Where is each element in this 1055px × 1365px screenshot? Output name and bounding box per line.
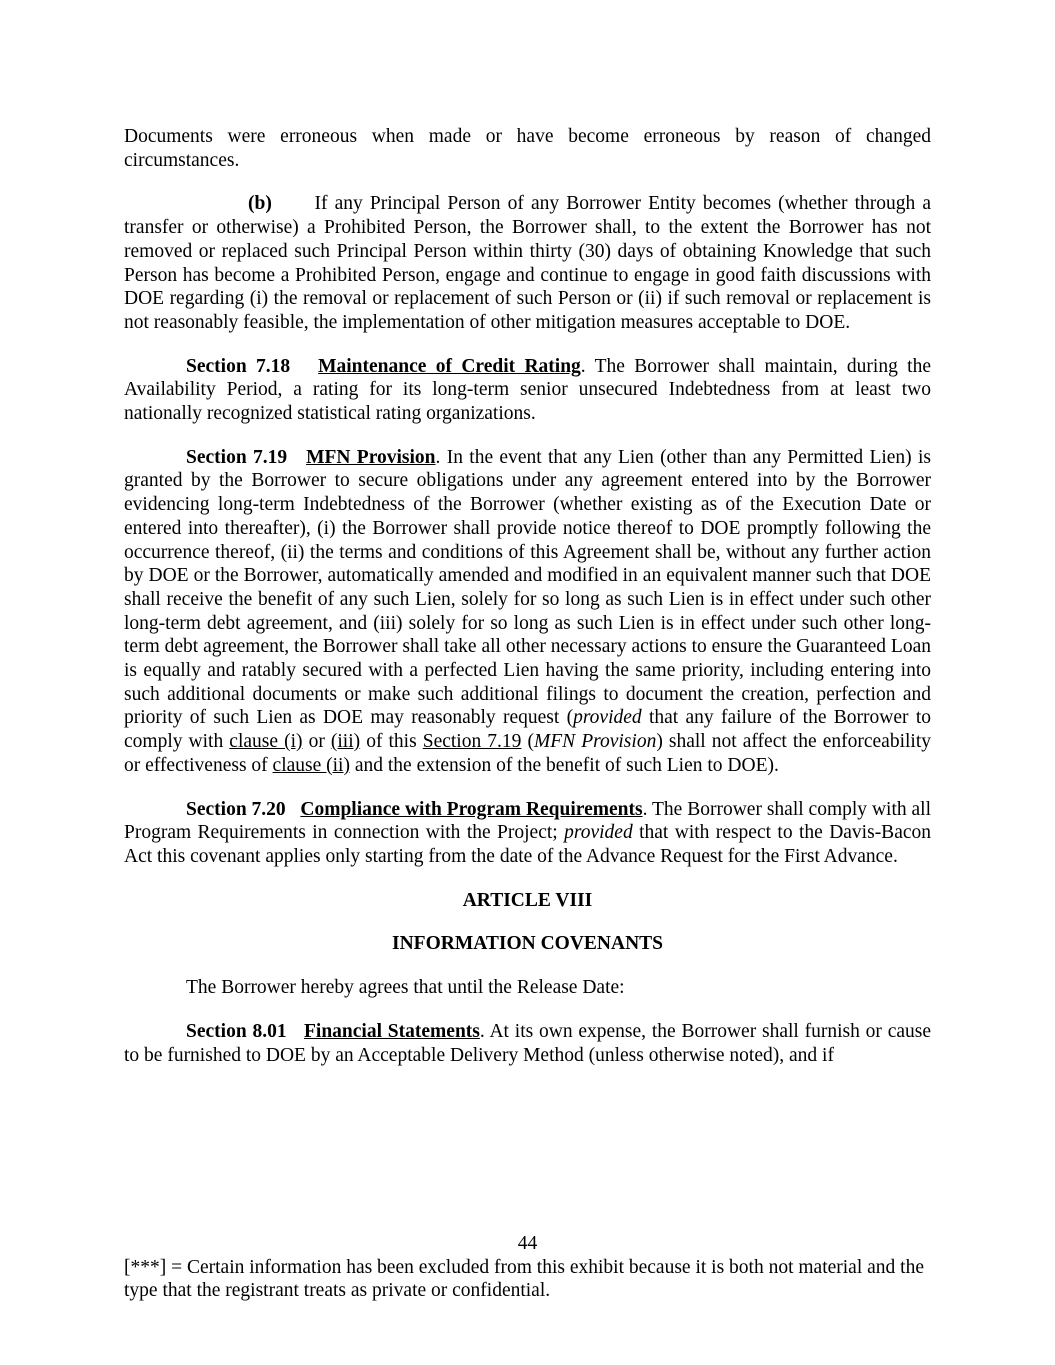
section-7-19 [124, 446, 931, 778]
section-7-19-title: MFN Provision [306, 446, 436, 468]
section-7-20-text-2: that with respect to the Davis-Bacon Act this covenant applies only starting from the date of the Advance Request for the First Advance. [124, 822, 932, 867]
page-footer [124, 1232, 931, 1303]
section-7-19-number: Section 7.19 [186, 446, 288, 468]
section-7-18 [124, 355, 931, 426]
section-8-01 [124, 1020, 931, 1067]
section-7-19-text-2: that any failure of the Borrower to comply with [124, 707, 931, 753]
paragraph-b [124, 192, 931, 334]
section-7-19-text: . In the event that any Lien (other than any Permitted Lien) is granted by the Borrower to secure obligations under any agreement entered into by the Borrower evidencing long-term Indebtedness of the Borrower (whether existing as of the Execution Date or entered into thereafter), (i) the Borrower shall provide notice thereof to DOE promptly following the occurrence thereof, (ii) the terms and conditions of this Agreement shall be, without any further action by DOE or the Borrower, automatically amended and modified in an equivalent manner such that DOE shall receive the benefit of any such Lien, solely for so long as such Lien is in effect under such other long-term debt agreement, and (iii) solely for so long as such Lien is in effect under such other long-term debt agreement, the Borrower shall take all other necessary actions to ensure the Guaranteed Loan is equally and ratably secured with a perfected Lien having the same priority, including entering into such additional documents or make such additional filings to document the creation, perfection and priority of such Lien as DOE may reasonably request ( [124, 446, 931, 729]
article-title: INFORMATION COVENANTS [391, 933, 664, 955]
mfn-provision-term: MFN Provision [533, 731, 657, 753]
section-7-19-text-5: ( [521, 731, 534, 753]
page-number: 44 [517, 1233, 538, 1254]
section-7-20-text: . The Borrower shall comply with all Program Requirements in connection with the Project; [124, 798, 931, 844]
section-7-20-title: Compliance with Program Requirements [300, 798, 643, 820]
document-body [124, 125, 931, 1067]
section-8-01-text: . At its own expense, the Borrower shall furnish or cause to be furnished to DOE by an Acceptable Delivery Method (unless otherwise noted), and if [124, 1020, 932, 1066]
section-7-19-text-3: or [302, 731, 331, 753]
section-7-20 [124, 798, 931, 869]
paragraph-continuation: Documents were erroneous when made or have become erroneous by reason of changed circumstances. [124, 126, 931, 171]
article-heading: ARTICLE VIII [462, 889, 593, 911]
article-intro: The Borrower hereby agrees that until the Release Date: [186, 977, 625, 999]
section-7-18-title: Maintenance of Credit Rating [318, 355, 581, 377]
provided-term: provided [573, 707, 642, 729]
section-7-19-reference: Section 7.19 [422, 731, 522, 753]
section-7-20-number: Section 7.20 [186, 798, 286, 820]
section-7-19-text-7: and the extension of the benefit of such Lien to DOE). [349, 754, 779, 776]
provided-term-2: provided [564, 822, 633, 844]
section-8-01-title: Financial Statements [304, 1020, 480, 1042]
clause-b-text: If any Principal Person of any Borrower Entity becomes (whether through a transfer or otherwise) a Prohibited Person, the Borrower shall, to the extent the Borrower has not removed or replaced such Principal Person within thirty (30) days of obtaining Knowledge that such Person has become a Prohibited Person, engage and continue to engage in good faith discussions with DOE regarding (i) the removal or replacement of such Person or (ii) if such removal or replacement is not reasonably feasible, the implementation of other mitigation measures acceptable to DOE. [124, 193, 932, 333]
clause-iii-reference: (iii) [330, 731, 361, 753]
section-8-01-number: Section 8.01 [186, 1020, 287, 1042]
section-7-19-text-4: of this [360, 731, 423, 753]
section-7-18-number: Section 7.18 [186, 355, 291, 377]
section-7-19-text-6: ) shall not affect the enforceability or effectiveness of [124, 731, 931, 776]
clause-label-b: (b) [248, 193, 272, 215]
redaction-note: [***] = Certain information has been excluded from this exhibit because it is both not material and the type that the registrant treats as private or confidential. [124, 1256, 924, 1302]
clause-ii-reference: clause (ii) [272, 754, 350, 776]
clause-i-reference: clause (i) [229, 731, 303, 753]
section-7-18-text: . The Borrower shall maintain, during the Availability Period, a rating for its long-term senior unsecured Indebtedness from at least two nationally recognized statistical rating organizations. [124, 355, 931, 425]
